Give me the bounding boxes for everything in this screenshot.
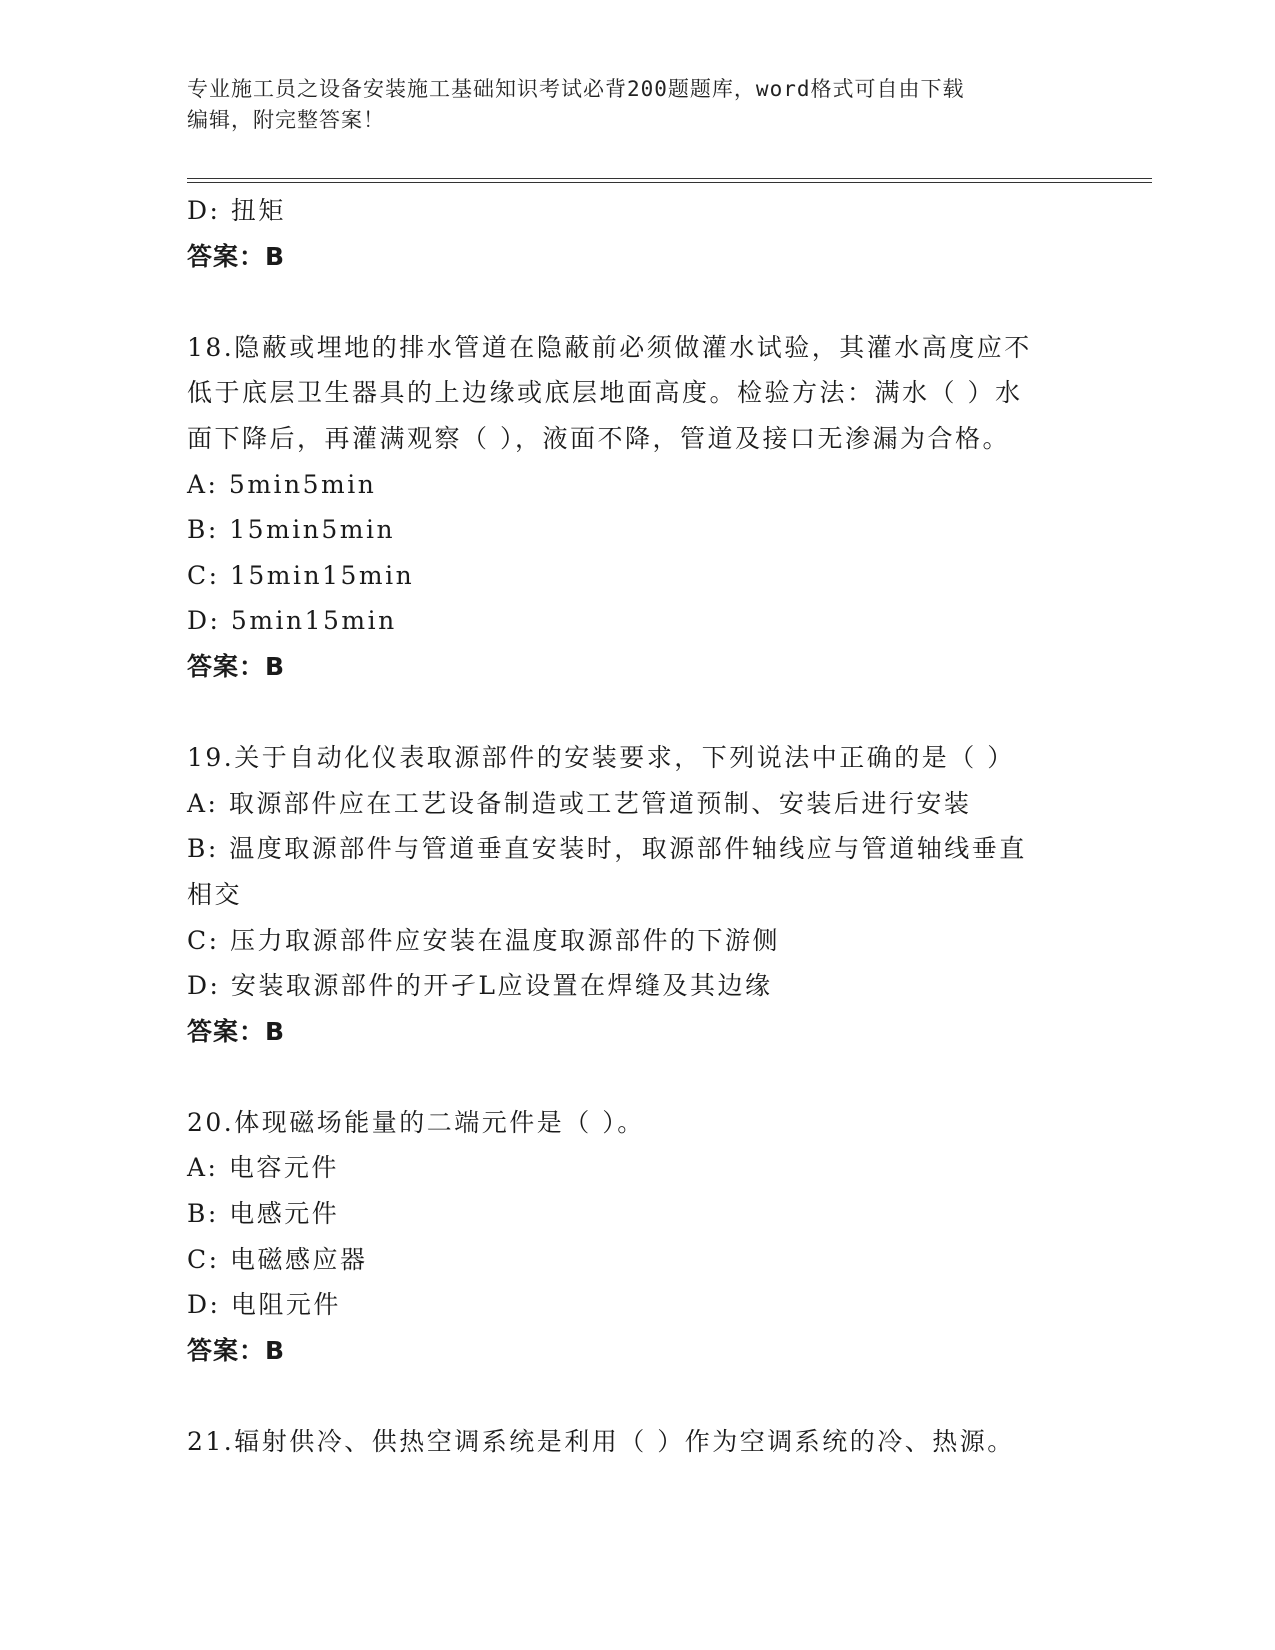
header-divider-bottom	[187, 182, 1152, 183]
header-divider-top	[187, 178, 1152, 179]
option-d: D: 5min15min	[187, 606, 397, 636]
answer: 答案：B	[187, 651, 286, 681]
question-content	[187, 188, 1087, 1465]
header-title-line1: 专业施工员之设备安装施工基础知识考试必背200题题库，word格式可自由下载	[187, 77, 965, 101]
option-d: D: 扭矩	[187, 196, 286, 225]
question-stem: 19.关于自动化仪表取源部件的安装要求，下列说法中正确的是（ ）	[187, 743, 1015, 773]
option-b-line2: 相交	[187, 879, 243, 909]
option-d: D: 安装取源部件的开孑L应设置在焊缝及其边缘	[187, 971, 773, 1001]
header-title-line2: 编辑，附完整答案！	[187, 108, 385, 132]
question-20	[187, 1100, 1087, 1374]
answer: 答案：B	[187, 1016, 286, 1046]
option-b: B: 电感元件	[187, 1199, 340, 1229]
question-stem-line2: 低于底层卫生器具的上边缘或底层地面高度。检验方法：满水（ ）水	[187, 378, 1023, 408]
option-d: D: 电阻元件	[187, 1290, 341, 1320]
answer: 答案：B	[187, 241, 286, 271]
spacer	[187, 279, 1087, 325]
question-stem: 20.体现磁场能量的二端元件是（ ）。	[187, 1107, 645, 1137]
answer: 答案：B	[187, 1335, 286, 1365]
option-c: C: 压力取源部件应安装在温度取源部件的下游侧	[187, 925, 780, 955]
spacer	[187, 690, 1087, 736]
question-stem-line1: 18.隐蔽或埋地的排水管道在隐蔽前必须做灌水试验，其灌水高度应不	[187, 332, 1032, 362]
option-a: A: 5min5min	[187, 469, 377, 499]
option-c: C: 15min15min	[187, 560, 415, 590]
option-c: C: 电磁感应器	[187, 1244, 368, 1274]
option-b-line1: B: 温度取源部件与管道垂直安装时，取源部件轴线应与管道轴线垂直	[187, 834, 1027, 864]
question-stem-line3: 面下降后，再灌满观察（ ），液面不降，管道及接口无渗漏为合格。	[187, 423, 1010, 453]
option-a: A: 取源部件应在工艺设备制造或工艺管道预制、安装后进行安装	[187, 788, 972, 818]
option-a: A: 电容元件	[187, 1153, 339, 1183]
document-header	[187, 74, 1087, 136]
option-b: B: 15min5min	[187, 515, 396, 545]
question-18	[187, 325, 1087, 690]
question-stem: 21.辐射供冷、供热空调系统是利用（ ）作为空调系统的冷、热源。	[187, 1427, 1015, 1457]
question-19	[187, 735, 1087, 1054]
question-21	[187, 1419, 1087, 1465]
spacer	[187, 1054, 1087, 1100]
spacer	[187, 1373, 1087, 1419]
question-17	[187, 188, 1087, 279]
